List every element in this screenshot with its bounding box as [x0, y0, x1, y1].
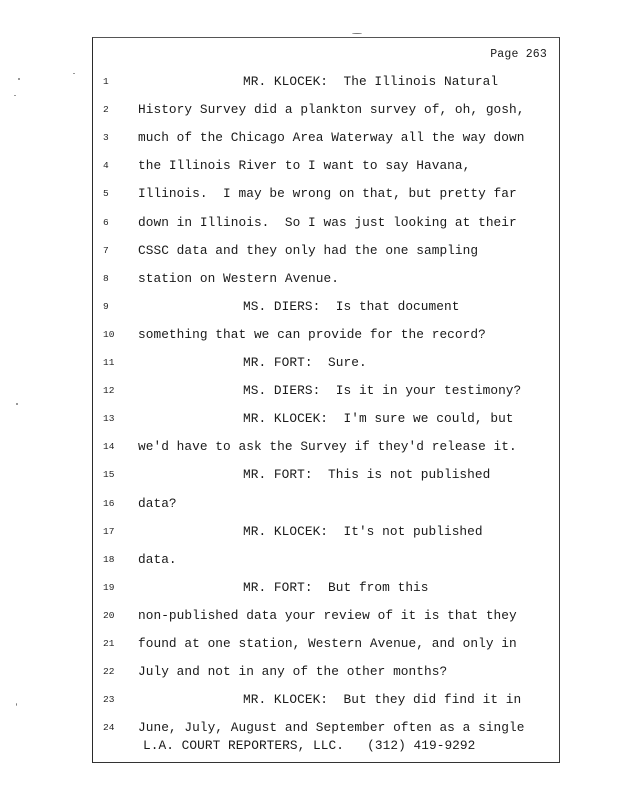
- line-number: 3: [103, 132, 109, 144]
- page-number: Page 263: [490, 48, 547, 61]
- line-number: 5: [103, 188, 109, 200]
- line-number: 24: [103, 722, 115, 734]
- line-number: 8: [103, 272, 109, 284]
- speaker-line-text: MR. KLOCEK: But they did find it in: [243, 692, 522, 708]
- transcript-line: [93, 353, 559, 373]
- line-text: something that we can provide for the record?: [138, 326, 486, 342]
- line-text: CSSC data and they only had the one sampling: [138, 242, 479, 258]
- speaker-line-text: MR. KLOCEK: The Illinois Natural: [243, 74, 499, 89]
- scan-speck: [352, 33, 362, 34]
- line-text: non-published data your review of it is that they: [138, 607, 517, 623]
- transcript-line: [93, 241, 559, 261]
- transcript-line: [93, 100, 559, 120]
- transcript-line: [93, 297, 559, 317]
- line-number: 19: [103, 581, 115, 593]
- transcript-line: [93, 128, 559, 148]
- speaker-line-text: MR. KLOCEK: It's not published: [243, 523, 483, 539]
- transcript-line: [93, 381, 559, 401]
- scan-speck: [16, 703, 17, 706]
- transcript-line: [93, 213, 559, 233]
- transcript-line: [93, 325, 559, 345]
- transcript-line: [93, 578, 559, 598]
- line-text: data.: [138, 551, 177, 567]
- transcript-line: [93, 437, 559, 457]
- transcript-line: [93, 690, 559, 710]
- line-number: 4: [103, 160, 109, 172]
- scan-speck: [16, 403, 18, 405]
- line-number: 6: [103, 216, 109, 228]
- line-text: down in Illinois. So I was just looking at their: [138, 214, 517, 230]
- transcript-line: [93, 184, 559, 204]
- line-text: much of the Chicago Area Waterway all the way down: [138, 130, 525, 146]
- line-number: 14: [103, 441, 115, 453]
- transcript-line: [93, 269, 559, 289]
- line-number: 22: [103, 666, 115, 678]
- line-number: 23: [103, 694, 115, 706]
- line-number: 15: [103, 469, 115, 481]
- speaker-line-text: MR. KLOCEK: I'm sure we could, but: [243, 411, 514, 427]
- transcript-line: [93, 72, 559, 92]
- line-text: History Survey did a plankton survey of, oh, gosh,: [138, 102, 525, 118]
- line-number: 2: [103, 104, 109, 116]
- line-number: 20: [103, 609, 115, 621]
- transcript-line: [93, 550, 559, 570]
- line-number: 10: [103, 328, 115, 340]
- transcript-line: [93, 606, 559, 626]
- transcript-line: [93, 662, 559, 682]
- line-text: June, July, August and September often as a single: [138, 720, 525, 736]
- line-number: 12: [103, 385, 115, 397]
- line-text: we'd have to ask the Survey if they'd release it.: [138, 439, 517, 455]
- scan-speck: [73, 73, 75, 74]
- line-text: found at one station, Western Avenue, and only in: [138, 636, 517, 651]
- transcript-line: [93, 522, 559, 542]
- speaker-line-text: MR. FORT: This is not published: [243, 467, 491, 483]
- line-text: July and not in any of the other months?: [138, 664, 448, 680]
- speaker-line-text: MS. DIERS: Is it in your testimony?: [243, 383, 522, 399]
- transcript-line: [93, 156, 559, 176]
- transcript-page: [92, 37, 560, 763]
- scan-speck: [18, 78, 20, 80]
- line-number: 13: [103, 413, 115, 425]
- line-number: 11: [103, 357, 115, 368]
- line-text: station on Western Avenue.: [138, 270, 339, 286]
- line-text: data?: [138, 495, 177, 511]
- line-number: 16: [103, 497, 115, 509]
- line-number: 9: [103, 300, 109, 312]
- line-number: 17: [103, 525, 115, 537]
- speaker-line-text: MS. DIERS: Is that document: [243, 298, 460, 314]
- line-text: the Illinois River to I want to say Havana,: [138, 158, 471, 174]
- speaker-line-text: MR. FORT: Sure.: [243, 355, 367, 370]
- court-reporter-footer: L.A. COURT REPORTERS, LLC. (312) 419-9292: [143, 738, 476, 753]
- line-number: 18: [103, 553, 115, 565]
- line-number: 7: [103, 244, 109, 256]
- line-number: 1: [103, 76, 109, 87]
- transcript-line: [93, 718, 559, 738]
- transcript-line: [93, 409, 559, 429]
- transcript-line: [93, 634, 559, 654]
- scan-speck: [14, 95, 16, 96]
- line-number: 21: [103, 638, 115, 649]
- transcript-line: [93, 465, 559, 485]
- transcript-line: [93, 494, 559, 514]
- speaker-line-text: MR. FORT: But from this: [243, 579, 429, 595]
- line-text: Illinois. I may be wrong on that, but pretty far: [138, 186, 517, 202]
